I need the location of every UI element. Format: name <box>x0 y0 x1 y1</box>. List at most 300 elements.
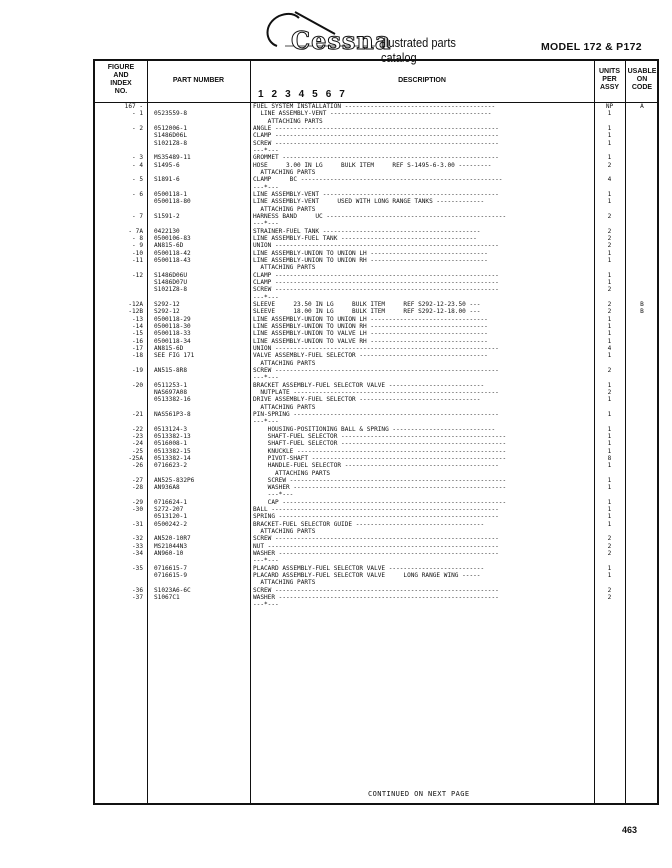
units-per-assy-cell: 8 <box>607 454 612 462</box>
part-number-cell: 0422130 <box>154 227 180 235</box>
table-row <box>95 389 659 396</box>
table-row <box>95 484 659 491</box>
table-row <box>95 440 659 447</box>
description-cell: BALL -------------------------------------------------------------- <box>253 506 499 514</box>
table-row <box>95 345 659 352</box>
table-row <box>95 374 659 381</box>
units-per-assy-cell: 1 <box>607 322 612 330</box>
table-row <box>95 543 659 550</box>
part-number-cell: AN520-10R7 <box>154 535 191 543</box>
brand-wordmark: Cessna <box>291 26 392 55</box>
figure-index-cell: - 6 <box>131 190 143 198</box>
figure-index-cell: - 9 <box>131 242 143 250</box>
description-cell: ---*--- <box>253 491 294 499</box>
table-row <box>95 323 659 330</box>
description-cell: SLEEVE 23.50 IN LG BULK ITEM REF S292-12-23.50 --- <box>253 300 481 308</box>
part-number-cell: MS21044N3 <box>154 542 188 550</box>
table-row <box>95 448 659 455</box>
part-number-cell: 0500118-33 <box>154 330 191 338</box>
continued-note: CONTINUED ON NEXT PAGE <box>368 790 470 798</box>
table-row <box>95 242 659 249</box>
description-cell: SCREW ------------------------------------------------------------- <box>253 139 499 147</box>
units-per-assy-cell: 1 <box>607 110 612 118</box>
figure-index-cell: -12 <box>131 271 143 279</box>
part-number-cell: S1067C1 <box>154 594 180 602</box>
part-number-cell: S1023A6-6C <box>154 586 191 594</box>
table-row <box>95 103 659 110</box>
table-row <box>95 360 659 367</box>
units-per-assy-cell: 1 <box>607 132 612 140</box>
table-row <box>95 513 659 520</box>
description-cell: ---*--- <box>253 601 279 609</box>
units-per-assy-cell: 2 <box>607 586 612 594</box>
units-per-assy-cell: 1 <box>607 249 612 257</box>
units-per-assy-cell: 1 <box>607 154 612 162</box>
model-designation: MODEL 172 & P172 <box>541 41 642 53</box>
part-number-cell: S1486D06L <box>154 132 188 140</box>
description-cell: LINE ASSEMBLY-UNION TO UNION LH -------------------------------- <box>253 315 488 323</box>
description-cell: ATTACHING PARTS <box>253 403 316 411</box>
units-per-assy-cell: 4 <box>607 344 612 352</box>
figure-index-cell: -37 <box>131 594 143 602</box>
header-line: PER <box>602 76 617 83</box>
part-number-cell: 0516008-1 <box>154 440 188 448</box>
description-cell: ATTACHING PARTS <box>253 168 316 176</box>
figure-index-cell: - 3 <box>131 154 143 162</box>
description-cell: LINE ASSEMBLY-FUEL TANK ------------------------------------- <box>253 234 477 242</box>
part-number-cell: S292-12 <box>154 300 180 308</box>
description-cell: ---*--- <box>253 293 279 301</box>
figure-index-cell: -34 <box>131 550 143 558</box>
units-per-assy-cell: 1 <box>607 484 612 492</box>
description-cell: CAP ------------------------------------------------------------- <box>253 498 507 506</box>
units-per-assy-cell: 1 <box>607 315 612 323</box>
part-number-cell: S272-207 <box>154 506 184 514</box>
figure-index-cell: - 8 <box>131 234 143 242</box>
units-per-assy-cell: 1 <box>607 432 612 440</box>
part-number-cell: 0500242-2 <box>154 520 188 528</box>
description-cell: LINE ASSEMBLY-UNION TO UNION RH -------------------------------- <box>253 256 488 264</box>
table-row <box>95 257 659 264</box>
part-number-cell: 0716624-1 <box>154 498 188 506</box>
figure-index-cell: - 4 <box>131 161 143 169</box>
table-row <box>95 228 659 235</box>
units-per-assy-cell: 2 <box>607 542 612 550</box>
table-row <box>95 404 659 411</box>
units-per-assy-cell: 2 <box>607 234 612 242</box>
description-cell: CLAMP ------------------------------------------------------------- <box>253 278 499 286</box>
units-per-assy-cell: 1 <box>607 410 612 418</box>
part-number-cell: SEE FIG 171 <box>154 352 195 360</box>
units-per-assy-cell: 2 <box>607 594 612 602</box>
description-cell: ATTACHING PARTS <box>253 579 316 587</box>
description-cell: VALVE ASSEMBLY-FUEL SELECTOR ----------------------------------- <box>253 352 488 360</box>
header-line: INDEX <box>110 80 132 87</box>
part-number-cell: S1591-2 <box>154 212 180 220</box>
figure-index-cell: -23 <box>131 432 143 440</box>
description-cell: FUEL SYSTEM INSTALLATION ----------------------------------------- <box>253 103 496 110</box>
table-row <box>95 118 659 125</box>
units-per-assy-cell: 2 <box>607 286 612 294</box>
description-cell: STRAINER-FUEL TANK ------------------------------------------- <box>253 227 481 235</box>
figure-index-cell: -25 <box>131 447 143 455</box>
description-cell: SCREW ------------------------------------------------------------- <box>253 286 499 294</box>
description-cell: LINE ASSEMBLY-UNION TO VALVE LH -------------------------------- <box>253 330 488 338</box>
units-per-assy-cell: 1 <box>607 256 612 264</box>
part-number-cell: 0512006-1 <box>154 124 188 132</box>
figure-index-cell: -16 <box>131 337 143 345</box>
header-figure-index <box>95 64 147 96</box>
figure-index-cell: - 5 <box>131 176 143 184</box>
description-cell: WASHER ------------------------------------------------------------ <box>253 550 499 558</box>
cessna-logo <box>255 6 495 65</box>
units-per-assy-cell: 1 <box>607 352 612 360</box>
part-number-cell: 0513120-1 <box>154 513 188 521</box>
table-row <box>95 235 659 242</box>
table-row <box>95 308 659 315</box>
header-line: AND <box>113 72 129 79</box>
table-row <box>95 176 659 183</box>
figure-index-cell: -17 <box>131 344 143 352</box>
header-units-per-assy <box>594 68 625 92</box>
part-number-cell: 0500118-42 <box>154 249 191 257</box>
description-cell: CLAMP BC ------------------------------------------------------- <box>253 176 503 184</box>
table-row <box>95 477 659 484</box>
units-per-assy-cell: 2 <box>607 242 612 250</box>
description-cell: SCREW ----------------------------------------------------------- <box>253 476 507 484</box>
description-cell: DRIVE ASSEMBLY-FUEL SELECTOR --------------------------------- <box>253 396 481 404</box>
description-cell: ATTACHING PARTS <box>253 469 331 477</box>
table-row <box>95 110 659 117</box>
units-per-assy-cell: 1 <box>607 124 612 132</box>
table-row <box>95 579 659 586</box>
units-per-assy-cell: 2 <box>607 366 612 374</box>
table-row <box>95 557 659 564</box>
part-number-cell: 0513382-16 <box>154 396 191 404</box>
units-per-assy-cell: 1 <box>607 440 612 448</box>
units-per-assy-cell: 1 <box>607 190 612 198</box>
description-cell: SHAFT-FUEL SELECTOR --------------------------------------------- <box>253 440 507 448</box>
figure-index-cell: -13 <box>131 315 143 323</box>
units-per-assy-cell: NP <box>605 103 614 110</box>
part-number-cell: 0500118-29 <box>154 315 191 323</box>
part-number-cell: 0500118-80 <box>154 198 191 206</box>
part-number-cell: AN815-6D <box>154 242 184 250</box>
table-row <box>95 125 659 132</box>
description-cell: GROMMET ----------------------------------------------------------- <box>253 154 499 162</box>
part-number-cell: S1891-6 <box>154 176 180 184</box>
description-cell: ---*--- <box>253 220 279 228</box>
part-number-cell: MS35489-11 <box>154 154 191 162</box>
description-cell: WASHER ------------------------------------------------------------ <box>253 594 499 602</box>
usable-code-cell: B <box>640 308 644 316</box>
figure-index-cell: -12A <box>128 300 143 308</box>
part-number-cell: 0513382-13 <box>154 432 191 440</box>
table-row <box>95 433 659 440</box>
figure-index-cell: -25A <box>128 454 143 462</box>
description-cell: ATTACHING PARTS <box>253 359 316 367</box>
header-line: CODE <box>631 84 653 91</box>
figure-index-cell: -21 <box>131 410 143 418</box>
figure-index-cell: -15 <box>131 330 143 338</box>
description-cell: NUTPLATE -------------------------------------------------------- <box>253 388 499 396</box>
figure-index-cell: - 7A <box>128 227 143 235</box>
units-per-assy-cell: 2 <box>607 550 612 558</box>
description-cell: SLEEVE 18.00 IN LG BULK ITEM REF S292-12-18.00 --- <box>253 308 481 316</box>
description-cell: ---*--- <box>253 374 279 382</box>
units-per-assy-cell: 2 <box>607 300 612 308</box>
part-number-cell: S1021Z8-8 <box>154 139 188 147</box>
part-number-cell: AN525-832P6 <box>154 476 195 484</box>
part-number-cell: 0500118-34 <box>154 337 191 345</box>
table-row <box>95 147 659 154</box>
units-per-assy-cell: 1 <box>607 513 612 521</box>
units-per-assy-cell: 1 <box>607 572 612 580</box>
figure-index-cell: -28 <box>131 484 143 492</box>
units-per-assy-cell: 2 <box>607 388 612 396</box>
description-cell: PLACARD ASSEMBLY-FUEL SELECTOR VALVE LONG RANGE WING ----- <box>253 572 481 580</box>
part-number-cell: NAS697A08 <box>154 388 188 396</box>
table-row <box>95 418 659 425</box>
table-row <box>95 250 659 257</box>
description-cell: LINE ASSEMBLY-UNION TO VALVE RH -------------------------------- <box>253 337 488 345</box>
description-cell: ---*--- <box>253 557 279 565</box>
figure-index-cell: - 1 <box>131 110 143 118</box>
table-row <box>95 470 659 477</box>
description-cell: BRACKET-FUEL SELECTOR GUIDE ----------------------------------- <box>253 520 485 528</box>
table-row <box>95 550 659 557</box>
description-cell: LINE ASSEMBLY-VENT USED WITH LONG RANGE TANKS ------------- <box>253 198 485 206</box>
description-cell: SCREW ------------------------------------------------------------- <box>253 366 499 374</box>
header-line: FIGURE <box>107 64 135 71</box>
units-per-assy-cell: 1 <box>607 330 612 338</box>
units-per-assy-cell: 1 <box>607 506 612 514</box>
figure-index-cell: -36 <box>131 586 143 594</box>
table-row <box>95 528 659 535</box>
description-cell: PIVOT-SHAFT ----------------------------------------------------- <box>253 454 507 462</box>
table-row <box>95 367 659 374</box>
description-cell: ATTACHING PARTS <box>253 264 316 272</box>
figure-index-cell: -19 <box>131 366 143 374</box>
indent-level-numerals: 1 2 3 4 5 6 7 <box>258 89 348 100</box>
units-per-assy-cell: 2 <box>607 161 612 169</box>
description-cell: HANDLE-FUEL SELECTOR ------------------------------------------ <box>253 462 499 470</box>
units-per-assy-cell: 1 <box>607 476 612 484</box>
figure-index-cell: -18 <box>131 352 143 360</box>
header-line: ON <box>636 76 648 83</box>
table-row <box>95 352 659 359</box>
units-per-assy-cell: 1 <box>607 447 612 455</box>
figure-index-cell: - 2 <box>131 124 143 132</box>
figure-index-cell: 167 - <box>124 103 143 110</box>
description-cell: ---*--- <box>253 146 279 154</box>
table-row <box>95 162 659 169</box>
table-row <box>95 272 659 279</box>
description-cell: ---*--- <box>253 418 279 426</box>
figure-index-cell: -33 <box>131 542 143 550</box>
part-number-cell: 0716615-7 <box>154 564 188 572</box>
table-row <box>95 316 659 323</box>
description-cell: HOUSING-POSITIONING BALL & SPRING ---------------------------- <box>253 425 496 433</box>
table-row <box>95 455 659 462</box>
part-number-cell: S1486D07U <box>154 278 188 286</box>
description-cell: LINE ASSEMBLY-VENT -------------------------------------------- <box>253 110 492 118</box>
description-cell: UNION ------------------------------------------------------------- <box>253 242 499 250</box>
description-cell: ATTACHING PARTS <box>253 117 323 125</box>
header-description: DESCRIPTION <box>398 77 446 84</box>
description-cell: PLACARD ASSEMBLY-FUEL SELECTOR VALVE -------------------------- <box>253 564 485 572</box>
table-row <box>95 499 659 506</box>
part-number-cell: 0500118-30 <box>154 322 191 330</box>
figure-index-cell: -10 <box>131 249 143 257</box>
parts-table <box>93 59 659 805</box>
table-row <box>95 213 659 220</box>
part-number-cell: AN815-6D <box>154 344 184 352</box>
units-per-assy-cell: 1 <box>607 425 612 433</box>
description-cell: SHAFT-FUEL SELECTOR --------------------------------------------- <box>253 432 507 440</box>
figure-index-cell: -26 <box>131 462 143 470</box>
figure-index-cell: -22 <box>131 425 143 433</box>
part-number-cell: NAS561P3-8 <box>154 410 191 418</box>
table-row <box>95 462 659 469</box>
description-cell: ATTACHING PARTS <box>253 205 316 213</box>
table-row <box>95 587 659 594</box>
table-row <box>95 169 659 176</box>
table-row <box>95 132 659 139</box>
figure-index-cell: -29 <box>131 498 143 506</box>
table-row <box>95 594 659 601</box>
table-row <box>95 396 659 403</box>
part-number-cell: AN960-10 <box>154 550 184 558</box>
part-number-cell: S1486D06U <box>154 271 188 279</box>
description-cell: HARNESS BAND UC ------------------------------------------------- <box>253 212 507 220</box>
part-number-cell: 0513124-3 <box>154 425 188 433</box>
units-per-assy-cell: 1 <box>607 337 612 345</box>
header-line: NO. <box>114 88 128 95</box>
table-row <box>95 279 659 286</box>
part-number-cell: S1021Z8-8 <box>154 286 188 294</box>
units-per-assy-cell: 1 <box>607 198 612 206</box>
units-per-assy-cell: 1 <box>607 520 612 528</box>
description-cell: UNION ------------------------------------------------------------- <box>253 344 499 352</box>
part-number-cell: 0523559-8 <box>154 110 188 118</box>
description-cell: BRACKET ASSEMBLY-FUEL SELECTOR VALVE -------------------------- <box>253 381 485 389</box>
figure-index-cell: -24 <box>131 440 143 448</box>
figure-index-cell: -11 <box>131 256 143 264</box>
description-cell: NUT --------------------------------------------------------------- <box>253 542 499 550</box>
units-per-assy-cell: 1 <box>607 278 612 286</box>
table-row <box>95 535 659 542</box>
description-cell: ---*--- <box>253 183 279 191</box>
part-number-cell: 0500118-1 <box>154 190 188 198</box>
description-cell: CLAMP ------------------------------------------------------------- <box>253 132 499 140</box>
header-line: UNITS <box>599 68 620 75</box>
part-number-cell: AN936A8 <box>154 484 180 492</box>
part-number-cell: 0500118-43 <box>154 256 191 264</box>
units-per-assy-cell: 1 <box>607 271 612 279</box>
part-number-cell: 0500106-83 <box>154 234 191 242</box>
units-per-assy-cell: 1 <box>607 396 612 404</box>
table-row <box>95 426 659 433</box>
table-row <box>95 140 659 147</box>
table-row <box>95 491 659 498</box>
header-part-number: PART NUMBER <box>172 77 225 84</box>
usable-code-cell: B <box>640 300 644 308</box>
figure-index-cell: -32 <box>131 535 143 543</box>
description-cell: CLAMP ------------------------------------------------------------- <box>253 271 499 279</box>
units-per-assy-cell: 1 <box>607 462 612 470</box>
description-cell: KNUCKLE --------------------------------------------------------- <box>253 447 507 455</box>
figure-index-cell: -12B <box>128 308 143 316</box>
table-row <box>95 601 659 608</box>
part-number-cell: 0716615-9 <box>154 572 188 580</box>
description-cell: SPRING ------------------------------------------------------------ <box>253 513 499 521</box>
header-line: ASSY <box>599 84 620 91</box>
units-per-assy-cell: 2 <box>607 308 612 316</box>
units-per-assy-cell: 1 <box>607 139 612 147</box>
part-number-cell: AN515-8R8 <box>154 366 188 374</box>
table-row <box>95 565 659 572</box>
table-row <box>95 286 659 293</box>
units-per-assy-cell: 4 <box>607 176 612 184</box>
description-cell: LINE ASSEMBLY-UNION TO UNION LH -------------------------------- <box>253 249 488 257</box>
figure-index-cell: -14 <box>131 322 143 330</box>
part-number-cell: S292-12 <box>154 308 180 316</box>
table-row <box>95 411 659 418</box>
table-row <box>95 264 659 271</box>
table-row <box>95 330 659 337</box>
usable-code-cell: A <box>640 103 644 110</box>
table-row <box>95 191 659 198</box>
part-number-cell: 0513382-15 <box>154 447 191 455</box>
header-usable-on-code <box>625 68 659 92</box>
figure-index-cell: -30 <box>131 506 143 514</box>
description-cell: WASHER ---------------------------------------------------------- <box>253 484 507 492</box>
part-number-cell: S1495-6 <box>154 161 180 169</box>
units-per-assy-cell: 2 <box>607 535 612 543</box>
figure-index-cell: - 7 <box>131 212 143 220</box>
figure-index-cell: -31 <box>131 520 143 528</box>
description-cell: LINE ASSEMBLY-VENT ------------------------------------------------ <box>253 190 499 198</box>
description-cell: PIN-SPRING -------------------------------------------------------- <box>253 410 499 418</box>
description-cell: LINE ASSEMBLY-UNION TO UNION RH -------------------------------- <box>253 322 488 330</box>
figure-index-cell: -20 <box>131 381 143 389</box>
description-cell: ANGLE ------------------------------------------------------------- <box>253 124 499 132</box>
table-row <box>95 184 659 191</box>
table-row <box>95 294 659 301</box>
catalog-title: illustrated parts catalog <box>381 35 456 65</box>
table-row <box>95 206 659 213</box>
table-row <box>95 338 659 345</box>
description-cell: ATTACHING PARTS <box>253 528 316 536</box>
figure-index-cell: -27 <box>131 476 143 484</box>
page-number: 463 <box>622 825 638 835</box>
table-row <box>95 301 659 308</box>
part-number-cell: 0513382-14 <box>154 454 191 462</box>
table-row <box>95 382 659 389</box>
table-row <box>95 572 659 579</box>
units-per-assy-cell: 1 <box>607 498 612 506</box>
part-number-cell: 0511253-1 <box>154 381 188 389</box>
table-row <box>95 506 659 513</box>
table-row <box>95 220 659 227</box>
table-row <box>95 521 659 528</box>
units-per-assy-cell: 1 <box>607 564 612 572</box>
figure-index-cell: -35 <box>131 564 143 572</box>
units-per-assy-cell: 1 <box>607 381 612 389</box>
units-per-assy-cell: 2 <box>607 227 612 235</box>
part-number-cell: 0716623-2 <box>154 462 188 470</box>
